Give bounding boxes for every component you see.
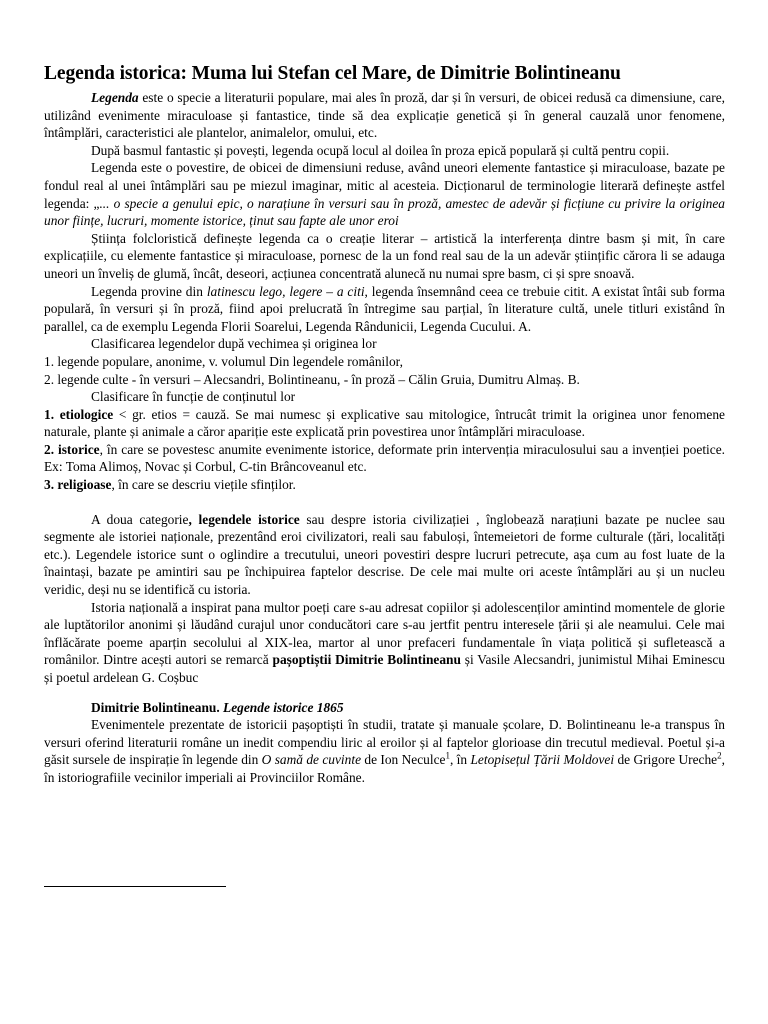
- section-author: Dimitrie Bolintineanu.: [91, 699, 220, 715]
- paragraph-sources: [44, 716, 725, 786]
- paragraph-text: de Grigore Ureche: [614, 752, 718, 768]
- classification-heading-origin: Clasificarea legendelor după vechimea și originea lor: [91, 336, 377, 352]
- paragraph-text: Legenda este o povestire, de obicei de dimensiuni reduse, având uneori elemente fantastice și miraculoase, bazate pe fondul real al unei întâmplări sau pe miezul imaginar, mitic al acesteia. Dicționarul de terminologie literară definește astfel legenda: „: [44, 160, 725, 211]
- paragraph-text: Istoria națională a inspirat pana multor poeți care s-au adresat copiilor și adolescenților amintind momentele de glorie ale luptătorilor anonimi și lăudând curajul unor conducători care s-au jertfit pentru interesele țării și ale neamului. Cele mai înflăcărate poeme aparțin secolului al XIX-lea, martor al unor prefaceri fundamentale în viața politică și sufletească a românilor. Dintre acești autori se remarcă: [44, 599, 725, 668]
- section-heading: [91, 699, 725, 717]
- source-title: Letopisețul Țării Moldovei: [470, 752, 615, 768]
- paragraph-text: de Ion Neculce: [361, 752, 446, 768]
- list-item: 1. legende populare, anonime, v. volumul Din legendele românilor,: [44, 353, 403, 369]
- list-item-label: 2. istorice: [44, 441, 100, 457]
- list-item-text: , în care se povestesc anumite evenimente istorice, deformate prin intervenția miraculosului sau a invenției poetice. Ex: Toma Alimoș, Novac și Corbul, C-tin Brâncoveanul etc.: [44, 441, 725, 475]
- paragraph-etymology: [44, 283, 725, 336]
- paragraph-dictionary: [44, 159, 725, 229]
- source-title: O samă de cuvinte: [261, 752, 362, 768]
- list-item-label: 1. etiologice: [44, 406, 114, 422]
- dictionary-quote: ... o specie a genului epic, o narațiune în versuri sau în proză, amestec de adevăr și ficțiune cu privire la originea unor ființe, lucruri, momente istorice, ținut sau fapte ale unor eroi: [44, 195, 726, 229]
- list-item: [44, 476, 725, 494]
- classification-heading-content: Clasificare în funcție de conținutul lor: [91, 389, 296, 405]
- term-legenda: Legenda: [91, 90, 139, 105]
- list-item-text: < gr. etios = cauză. Se mai numesc și explicative sau mitologice, întrucât trimit la originea unor fenomene naturale, plante și animale a căror apariție este explicată prin povestirea unor întâmplări miraculoase.: [44, 406, 725, 440]
- paragraph-text: sau despre istoria civilizației , înglobează narațiuni bazate pe nuclee sau segmente ale istoriei naționale, prezentând eroi civilizatori, reali sau fabuloși, întemeietori de forme culturale (țări, localități etc.). Legendele istorice sunt o oglindire a trecutului, uneori povestiri despre lucruri petrecute, așa cum au fost luate de la înaintași, bazate pe amintiri sau pe închipuirea faptelor descrise. De cele mai multe ori aceste întâmplări au și un nucleu veridic, deși nu se identifică cu istoria.: [44, 511, 725, 598]
- paragraph-text: și Vasile Alecsandri, junimistul Mihai Eminescu și poetul ardelean G. Coșbuc: [44, 652, 725, 685]
- paragraph-text: , în: [449, 752, 471, 768]
- bold-term: pașoptiștii Dimitrie Bolintineanu: [272, 652, 461, 668]
- paragraph-national-history: [44, 599, 725, 687]
- footnote-marker[interactable]: 2: [717, 750, 722, 761]
- paragraph-text: , în istoriografiile vecinilor imperiali ai Provinciilor Române.: [44, 752, 725, 785]
- list-item: [44, 441, 725, 476]
- footnote-divider: [44, 886, 226, 887]
- latin-etymology: latinescu lego, legere – a citi: [206, 283, 365, 299]
- paragraph-historical-legends: [44, 511, 725, 599]
- paragraph-text: , legenda însemnând ceea ce trebuie citit. A existat întâi sub forma populară, în versuri și în proză, fiind apoi prelucrată în întregime sau parțial, în literature cultă, unele titluri existând în parallel, ca de exemplu Legenda Florii Soarelui, Legenda Rândunicii, Legenda Cucului. A.: [44, 283, 725, 334]
- list-item-text: , în care se descriu viețile sfinților.: [111, 477, 296, 493]
- paragraph-text: Evenimentele prezentate de istoricii pașoptiști în studii, tratate și manuale școlare, D. Bolintineanu le-a transpus în versuri oferind literaturii române un inedit compendiu liric al eroilor și al faptelor glorioase din trecutul medieval. Poetul și-a găsit sursele de inspirație în legende din: [44, 717, 725, 768]
- bold-term: , legendele istorice: [188, 511, 300, 527]
- list-item: 2. legende culte - în versuri – Alecsandri, Bolintineanu, - în proză – Călin Gruia, Dumitru Almaș. B.: [44, 371, 580, 387]
- page-title: Legenda istorica: Muma lui Stefan cel Mare, de Dimitrie Bolintineanu: [44, 63, 621, 84]
- list-item: [44, 406, 725, 441]
- paragraph-text: Legenda provine din: [91, 283, 207, 299]
- paragraph-text: este o specie a literaturii populare, mai ales în proză, dar și în versuri, de obicei redusă ca dimensiune, care, utilizând evenimente miraculoase și fantastice, tinde să dea explicație genetică și în general cauzală unor fenomene, întâmplări, caracteristici ale plantelor, animalelor, omului, etc.: [44, 90, 725, 141]
- list-item-label: 3. religioase: [44, 477, 112, 493]
- footnote-marker[interactable]: 1: [445, 750, 450, 761]
- paragraph-rank: După basmul fantastic și povești, legenda ocupă locul al doilea în proza epică populară și cultă pentru copii.: [91, 142, 670, 158]
- paragraph-definition: [44, 89, 725, 142]
- paragraph-folklore: Știința folcloristică definește legenda ca o creație literar – artistică la interferența dintre basm și mit, în care explicațiile, cu elemente fantastice și miraculoase, pornesc de la un fond real sau de la un adevăr științific cărora li se adauga uneori un înveliș de glumă, încât, deseori, acțiunea concentrată alunecă nu numai spre basm, ci și spre snoavă.: [44, 230, 725, 281]
- document-page: [44, 62, 725, 787]
- section-title: Legende istorice 1865: [219, 699, 344, 715]
- paragraph-text: A doua categorie: [91, 511, 189, 527]
